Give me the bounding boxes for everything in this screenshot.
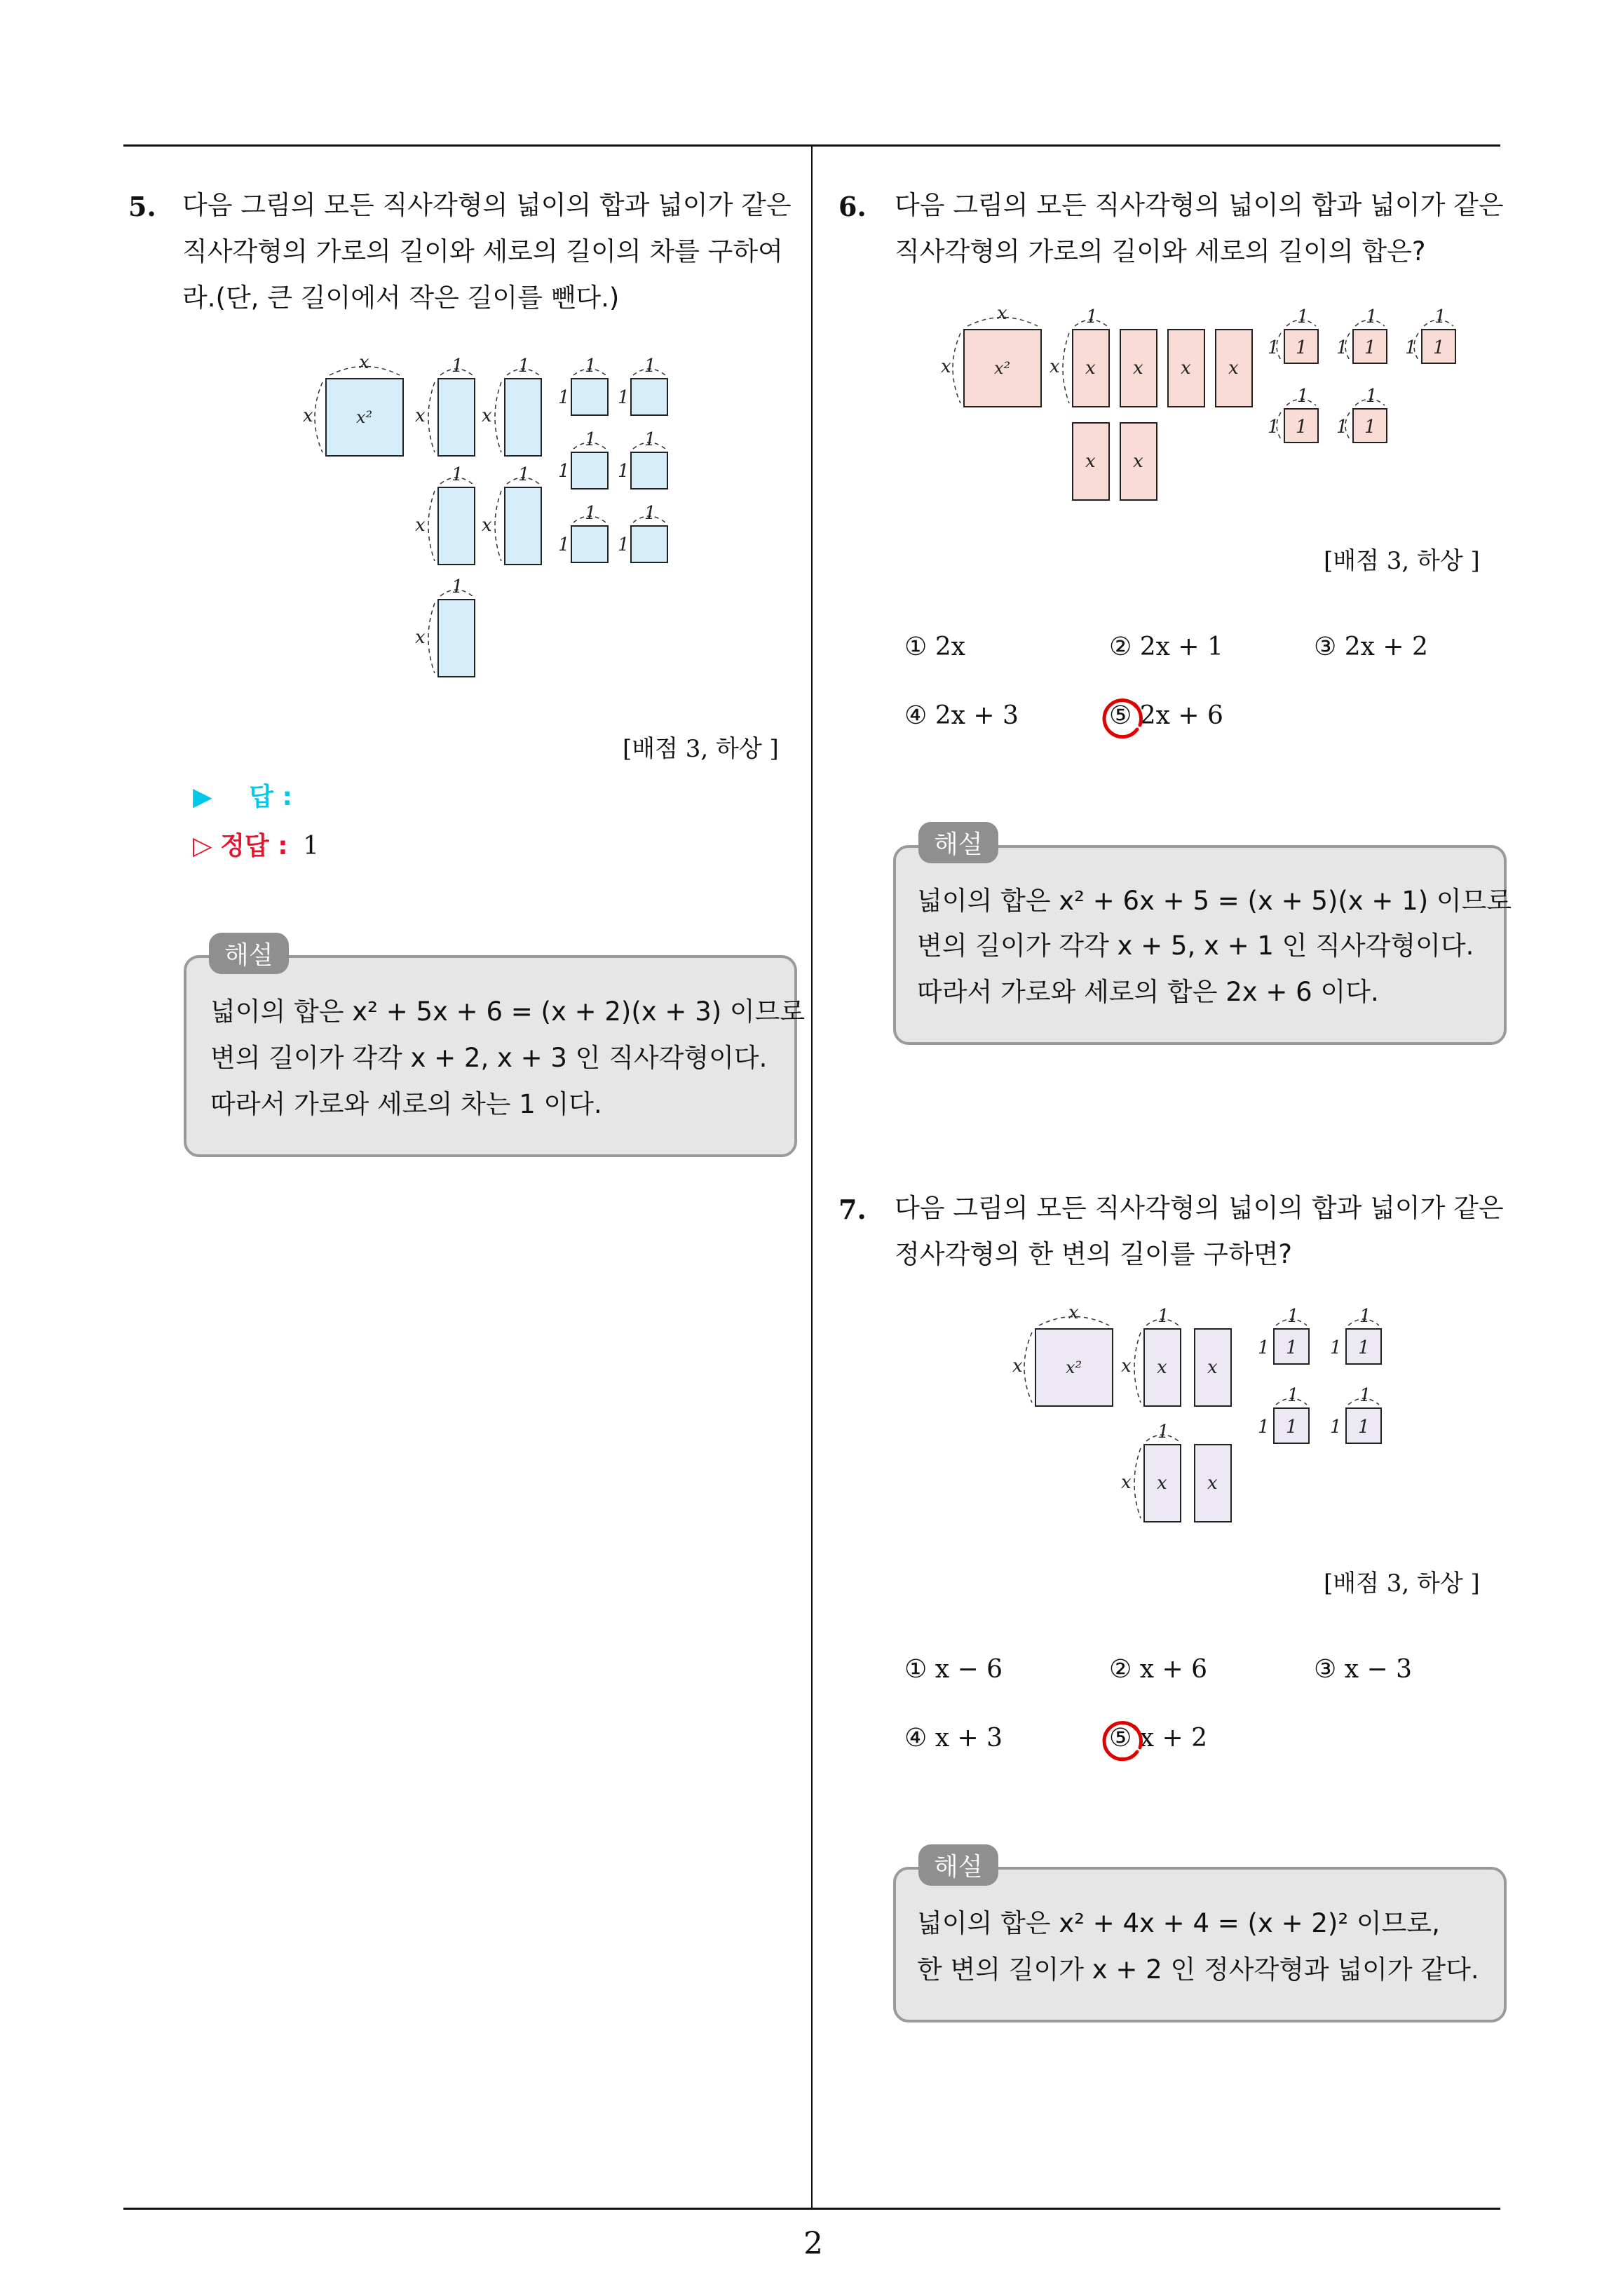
q5-figure: [294, 347, 701, 691]
q6-selected-circle-icon: [1098, 694, 1147, 743]
q7-figure: [1004, 1297, 1411, 1529]
svg-text:1: 1: [585, 429, 597, 450]
svg-text:1: 1: [1434, 306, 1446, 327]
svg-text:x: x: [415, 405, 426, 426]
svg-text:x: x: [1121, 1356, 1132, 1377]
play-icon: ▶: [193, 783, 212, 811]
q5-unit-square: [571, 526, 608, 562]
q6-score: [배점 3, 하상 ]: [1324, 547, 1480, 575]
svg-text:x: x: [1133, 358, 1143, 379]
q5-x-rect: [505, 487, 541, 565]
svg-text:1: 1: [1330, 1417, 1342, 1438]
svg-text:1: 1: [618, 534, 630, 555]
svg-text:1: 1: [644, 503, 656, 524]
svg-text:x²: x²: [994, 358, 1011, 378]
svg-text:x: x: [415, 515, 426, 536]
q7-option-5[interactable]: ⑤ x + 2: [1109, 1724, 1207, 1753]
q6-line1: 다음 그림의 모든 직사각형의 넓이의 합과 넓이가 같은: [895, 190, 1504, 220]
q5-answer-label: 답 :: [249, 783, 292, 811]
svg-text:x: x: [482, 515, 492, 536]
svg-text:x: x: [1207, 1357, 1218, 1378]
q5-line2: 직사각형의 가로의 길이와 세로의 길이의 차를 구하여: [182, 236, 783, 266]
svg-text:1: 1: [518, 464, 530, 485]
q5-unit-square: [631, 452, 667, 489]
svg-text:1: 1: [1433, 337, 1445, 358]
svg-text:1: 1: [1296, 337, 1308, 358]
q6-line2: 직사각형의 가로의 길이와 세로의 길이의 합은?: [895, 236, 1426, 266]
svg-text:x: x: [1157, 1357, 1167, 1378]
q5-label-x: x: [359, 352, 369, 373]
svg-text:1: 1: [618, 461, 630, 482]
svg-text:1: 1: [1086, 306, 1098, 327]
q7-expl-line1: 넓이의 합은 x² + 4x + 4 = (x + 2)² 이므로,: [917, 1908, 1440, 1938]
q7-line2: 정사각형의 한 변의 길이를 구하면?: [895, 1239, 1293, 1269]
svg-text:1: 1: [1258, 1417, 1270, 1438]
svg-text:1: 1: [1268, 417, 1279, 438]
svg-text:1: 1: [558, 534, 570, 555]
svg-text:x: x: [1012, 1356, 1023, 1377]
svg-text:1: 1: [644, 356, 656, 377]
svg-text:1: 1: [1336, 337, 1348, 358]
svg-text:1: 1: [558, 387, 570, 408]
page-number: 2: [803, 2226, 823, 2262]
q5-x-rect: [438, 379, 475, 456]
q6-explanation-title: 해설: [918, 822, 998, 863]
q6-number: 6.: [838, 191, 867, 222]
q7-explanation-title: 해설: [918, 1844, 998, 1886]
q5-correct-row: [193, 826, 319, 862]
q7-option-4[interactable]: ④ x + 3: [904, 1724, 1003, 1753]
svg-text:1: 1: [1359, 1385, 1371, 1406]
svg-text:1: 1: [1330, 1337, 1342, 1358]
q6-option-3[interactable]: ③ 2x + 2: [1314, 633, 1428, 661]
svg-text:x²: x²: [1066, 1358, 1082, 1377]
svg-text:x: x: [1133, 451, 1143, 472]
svg-text:x: x: [1181, 358, 1191, 379]
svg-text:1: 1: [1364, 337, 1376, 358]
q5-unit-square: [571, 452, 608, 489]
q6-expl-line3: 따라서 가로와 세로의 합은 2x + 6 이다.: [917, 977, 1379, 1007]
svg-text:x: x: [1085, 451, 1096, 472]
q7-expl-line2: 한 변의 길이가 x + 2 인 정사각형과 넓이가 같다.: [917, 1954, 1479, 1985]
q7-number: 7.: [838, 1194, 867, 1225]
svg-text:1: 1: [451, 576, 463, 597]
q5-explanation-title: 해설: [209, 933, 289, 974]
svg-text:x: x: [941, 356, 951, 377]
svg-text:x: x: [482, 405, 492, 426]
q7-line1: 다음 그림의 모든 직사각형의 넓이의 합과 넓이가 같은: [895, 1193, 1504, 1223]
q6-option-1[interactable]: ① 2x: [904, 633, 965, 661]
q5-correct-value: 1: [303, 832, 319, 860]
q7-explanation-box: [893, 1867, 1507, 2022]
outline-play-icon: ▷: [193, 832, 212, 860]
q5-question: [182, 182, 806, 321]
q6-expl-line1: 넓이의 합은 x² + 6x + 5 = (x + 5)(x + 1) 이므로: [917, 886, 1512, 916]
svg-text:1: 1: [1358, 1337, 1370, 1358]
q5-unit-square: [631, 379, 667, 415]
q7-question: [895, 1185, 1505, 1278]
q5-unit-square: [571, 379, 608, 415]
q5-correct-label: 정답 :: [220, 832, 288, 860]
q6-option-2[interactable]: ② 2x + 1: [1109, 633, 1223, 661]
svg-text:1: 1: [1157, 1306, 1169, 1327]
svg-text:x: x: [997, 303, 1007, 324]
q5-unit-square: [631, 526, 667, 562]
svg-text:1: 1: [1297, 386, 1309, 407]
svg-text:1: 1: [1366, 306, 1378, 327]
svg-text:x: x: [415, 627, 426, 648]
q7-selected-circle-icon: [1098, 1717, 1147, 1766]
svg-text:1: 1: [1268, 337, 1279, 358]
q5-number: 5.: [128, 191, 156, 222]
q7-score: [배점 3, 하상 ]: [1324, 1569, 1480, 1598]
svg-text:1: 1: [1287, 1385, 1299, 1406]
q6-expl-line2: 변의 길이가 각각 x + 5, x + 1 인 직사각형이다.: [917, 931, 1474, 961]
svg-text:x: x: [303, 405, 313, 426]
svg-text:1: 1: [1405, 337, 1417, 358]
q5-line1: 다음 그림의 모든 직사각형의 넓이의 합과 넓이가 같은: [182, 190, 792, 220]
q7-option-3[interactable]: ③ x − 3: [1314, 1655, 1412, 1684]
q7-option-2[interactable]: ② x + 6: [1109, 1655, 1207, 1684]
q7-option-1[interactable]: ① x − 6: [904, 1655, 1003, 1684]
svg-text:1: 1: [1287, 1306, 1299, 1327]
q6-option-5[interactable]: ⑤ 2x + 6: [1109, 701, 1223, 730]
svg-text:x: x: [1068, 1302, 1079, 1323]
svg-text:1: 1: [1157, 1422, 1169, 1443]
q5-line3: 라.(단, 큰 길이에서 작은 길이를 뺀다.): [182, 283, 620, 313]
svg-text:1: 1: [558, 461, 570, 482]
q5-x-rect: [438, 600, 475, 677]
svg-text:1: 1: [1286, 1417, 1298, 1438]
svg-text:1: 1: [1359, 1306, 1371, 1327]
svg-text:x: x: [1207, 1473, 1218, 1494]
svg-text:x: x: [1228, 358, 1239, 379]
q5-expl-line3: 따라서 가로와 세로의 차는 1 이다.: [210, 1089, 602, 1119]
q5-x-rect: [438, 487, 475, 565]
q6-figure: [932, 298, 1479, 515]
q5-expl-line2: 변의 길이가 각각 x + 2, x + 3 인 직사각형이다.: [210, 1043, 768, 1073]
q5-score: [배점 3, 하상 ]: [623, 735, 779, 763]
svg-text:x: x: [1157, 1473, 1167, 1494]
svg-text:1: 1: [585, 356, 597, 377]
q5-answer-row[interactable]: [193, 777, 292, 813]
svg-text:1: 1: [1286, 1337, 1298, 1358]
svg-text:1: 1: [618, 387, 630, 408]
svg-text:1: 1: [1258, 1337, 1270, 1358]
svg-text:1: 1: [451, 464, 463, 485]
svg-text:1: 1: [1358, 1417, 1370, 1438]
svg-text:1: 1: [518, 356, 530, 377]
q6-question: [895, 182, 1505, 275]
svg-text:1: 1: [585, 503, 597, 524]
svg-text:1: 1: [1364, 417, 1376, 438]
svg-text:1: 1: [1366, 386, 1378, 407]
column-divider: [811, 144, 813, 2209]
q5-expl-line1: 넓이의 합은 x² + 5x + 6 = (x + 2)(x + 3) 이므로: [210, 997, 806, 1027]
svg-text:x: x: [1085, 358, 1096, 379]
svg-text:1: 1: [1296, 417, 1308, 438]
svg-text:x: x: [1121, 1472, 1132, 1493]
svg-text:1: 1: [1297, 306, 1309, 327]
svg-text:1: 1: [1336, 417, 1348, 438]
svg-text:x²: x²: [356, 407, 373, 427]
svg-text:1: 1: [451, 356, 463, 377]
svg-text:x: x: [1050, 356, 1060, 377]
svg-text:1: 1: [644, 429, 656, 450]
q6-option-4[interactable]: ④ 2x + 3: [904, 701, 1019, 730]
q5-x-rect: [505, 379, 541, 456]
